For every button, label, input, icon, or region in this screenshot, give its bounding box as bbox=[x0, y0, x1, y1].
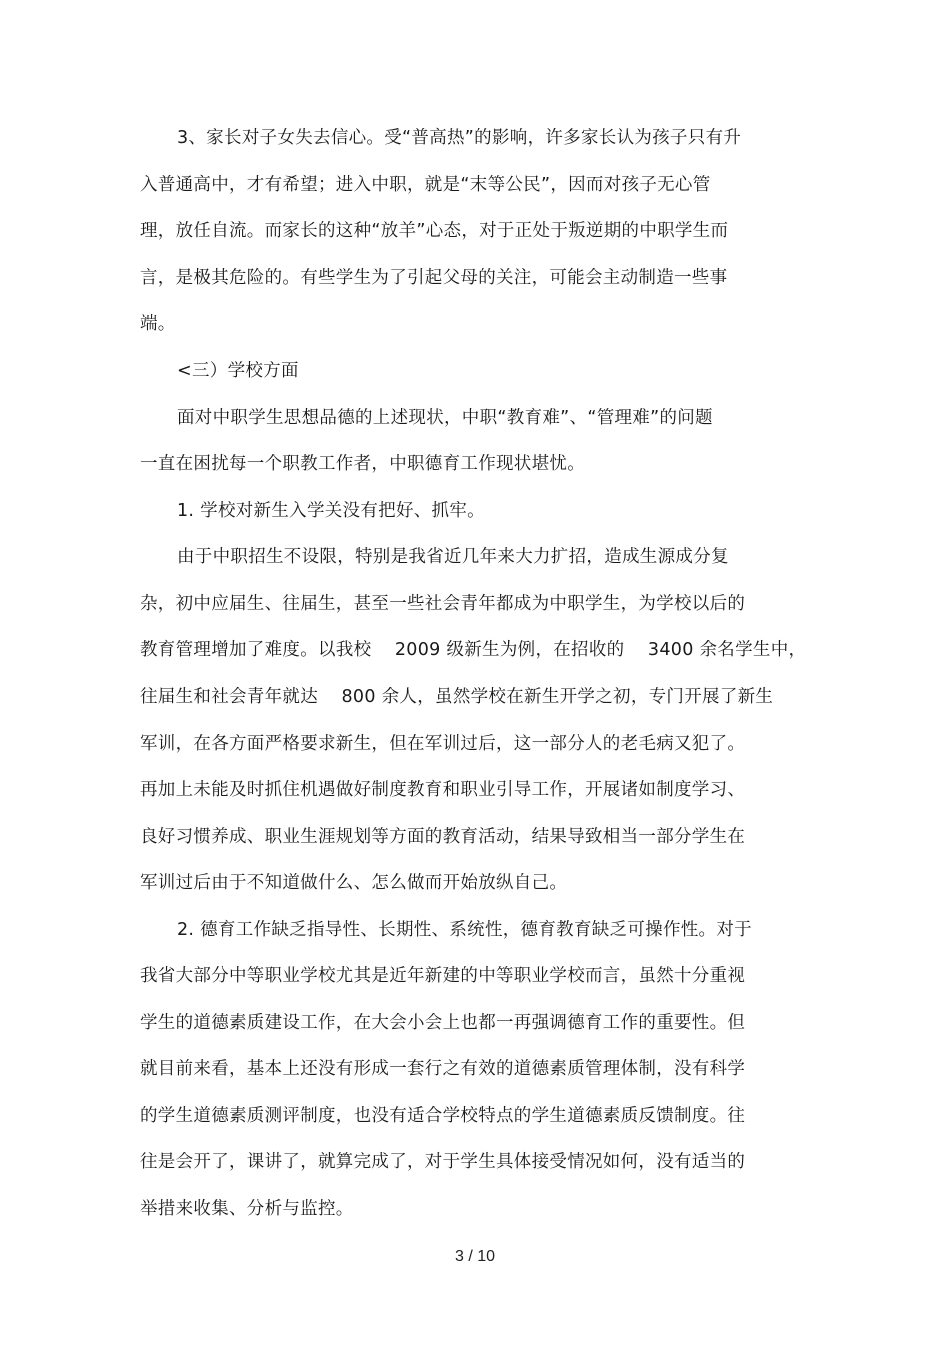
paragraph-line: 一直在困扰每一个职教工作者，中职德育工作现状堪忧。 bbox=[140, 454, 585, 474]
paragraph-line: 军训过后由于不知道做什么、怎么做而开始放纵自己。 bbox=[140, 873, 568, 893]
paragraph-line: 入普通高中，才有希望；进入中职，就是“末等公民”，因而对孩子无心管 bbox=[140, 175, 711, 195]
paragraph-line: 端。 bbox=[140, 314, 176, 334]
paragraph-line: 良好习惯养成、职业生涯规划等方面的教育活动，结果导致相当一部分学生在 bbox=[140, 827, 746, 847]
paragraph-line: 言，是极其危险的。有些学生为了引起父母的关注，可能会主动制造一些事 bbox=[140, 268, 728, 288]
paragraph-line: 往是会开了，课讲了，就算完成了，对于学生具体接受情况如何，没有适当的 bbox=[140, 1152, 746, 1172]
section-heading: <三）学校方面 bbox=[177, 361, 299, 381]
paragraph-line: 军训，在各方面严格要求新生，但在军训过后，这一部分人的老毛病又犯了。 bbox=[140, 734, 746, 754]
paragraph-line: 的学生道德素质测评制度，也没有适合学校特点的学生道德素质反馈制度。往 bbox=[140, 1106, 746, 1126]
paragraph-line: 就目前来看，基本上还没有形成一套行之有效的道德素质管理体制，没有科学 bbox=[140, 1059, 746, 1079]
paragraph-line: 教育管理增加了难度。以我校 2009 级新生为例，在招收的 3400 余名学生中， bbox=[140, 640, 807, 660]
paragraph-line: 3、家长对子女失去信心。受“普高热”的影响，许多家长认为孩子只有升 bbox=[177, 128, 742, 148]
paragraph-line: 理，放任自流。而家长的这种“放羊”心态，对于正处于叛逆期的中职学生而 bbox=[140, 221, 729, 241]
paragraph-line: 由于中职招生不设限，特别是我省近几年来大力扩招，造成生源成分复 bbox=[177, 547, 729, 567]
page-number: 3 / 10 bbox=[454, 1248, 496, 1265]
list-item-heading: 2. 德育工作缺乏指导性、长期性、系统性，德育教育缺乏可操作性。对于 bbox=[177, 920, 752, 940]
paragraph-line: 杂，初中应届生、往届生，甚至一些社会青年都成为中职学生，为学校以后的 bbox=[140, 594, 746, 614]
paragraph-line: 往届生和社会青年就达 800 余人，虽然学校在新生开学之初，专门开展了新生 bbox=[140, 687, 774, 707]
paragraph-line: 再加上未能及时抓住机遇做好制度教育和职业引导工作，开展诸如制度学习、 bbox=[140, 780, 746, 800]
paragraph-line: 面对中职学生思想品德的上述现状，中职“教育难”、“管理难”的问题 bbox=[177, 408, 713, 428]
list-item-heading: 1. 学校对新生入学关没有把好、抓牢。 bbox=[177, 501, 485, 521]
paragraph-line: 学生的道德素质建设工作，在大会小会上也都一再强调德育工作的重要性。但 bbox=[140, 1013, 746, 1033]
paragraph-line: 举措来收集、分析与监控。 bbox=[140, 1199, 354, 1219]
paragraph-line: 我省大部分中等职业学校尤其是近年新建的中等职业学校而言，虽然十分重视 bbox=[140, 966, 746, 986]
